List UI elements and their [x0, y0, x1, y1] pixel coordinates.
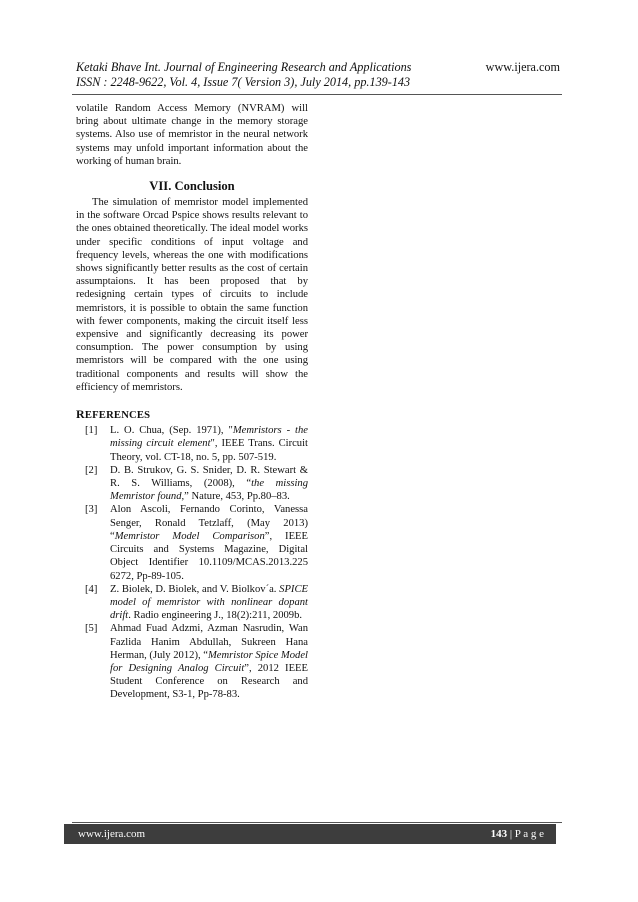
footer-divider — [72, 822, 562, 823]
reference-text: Alon Ascoli, Fernando Corinto, Vanessa Senger, Ronald Tetzlaff, (May 2013) “Memristor Model Comparison”, IEEE Circuits and Systems Magazine, Digital Object Identifier 10.1109/MCAS.2013.225 6272, Pp-89-105. — [110, 504, 308, 582]
reference-text: L. O. Chua, (Sep. 1971), "Memristors - the missing circuit element", IEEE Trans. Circuit Theory, vol. CT-18, no. 5, pp. 507-519. — [110, 425, 308, 463]
reference-number: [5] — [85, 623, 98, 635]
footer-url[interactable]: www.ijera.com — [78, 828, 146, 840]
page-number-value: 143 — [490, 828, 508, 840]
reference-title: the missing Memristor found, — [110, 478, 309, 503]
reference-item — [76, 622, 308, 701]
reference-text: Z. Biolek, D. Biolek, and V. Biolkov´a. SPICE model of memristor with nonlinear dopant drift. Radio engineering J., 18(2):211, 2009b. — [110, 583, 308, 622]
page-number — [491, 824, 544, 844]
reference-number: [3] — [85, 504, 98, 516]
reference-title: Memristor Model Comparison — [114, 530, 265, 542]
references-heading — [76, 408, 308, 422]
journal-title: Ketaki Bhave Int. Journal of Engineering Research and Applications — [76, 60, 412, 74]
reference-text: Ahmad Fuad Adzmi, Azman Nasrudin, Wan Fazlida Hanim Abdullah, Sukreen Hana Herman, (July 2012), “Memristor Spice Model for Designing Analog Circuit”, 2012 IEEE Student Conference on Research and Development, S3-1, Pp-78-83. — [110, 623, 308, 701]
references-heading-initial: R — [76, 407, 85, 422]
reference-number: [2] — [85, 464, 98, 476]
page-header — [76, 60, 560, 90]
issn-line: ISSN : 2248-9622, Vol. 4, Issue 7( Version 3), July 2014, pp.139-143 — [76, 75, 411, 89]
header-divider — [72, 94, 562, 95]
reference-item — [76, 583, 308, 623]
header-url[interactable]: www.ijera.com — [485, 60, 560, 74]
intro-paragraph: volatile Random Access Memory (NVRAM) will bring about ultimate change in the memory storage systems. Also use of memristor in the neural network systems may unfold important information about the working of human brain. — [76, 103, 308, 167]
text-column — [76, 102, 308, 702]
reference-number: [4] — [85, 583, 98, 595]
reference-title: Memristors - the missing circuit element — [110, 425, 308, 450]
reference-text: D. B. Strukov, G. S. Snider, D. R. Stewart & R. S. Williams, (2008), “the missing Memristor found,” Nature, 453, Pp.80–83. — [110, 464, 309, 503]
reference-number: [1] — [85, 425, 98, 437]
page-label: | P a g e — [507, 828, 544, 840]
reference-item — [76, 464, 308, 504]
references-heading-rest: EFERENCES — [84, 410, 151, 422]
page-footer — [64, 824, 556, 844]
conclusion-heading: VII. Conclusion — [149, 179, 235, 194]
reference-title: Memristor Spice Model for Designing Analog Circuit — [110, 649, 308, 674]
conclusion-paragraph: The simulation of memristor model implemented in the software Orcad Pspice shows results relevant to the ones obtained theoretically. The ideal model works under specific conditions of input voltage and frequency levels, whereas the one with modifications shows significantly better results as the cost of certain assumptaions. It has been proposed that by redesigning certain types of circuits to include memristors, it is possible to obtain the same function with fewer components, making the circuit itself less expensive and significantly decreasing its power consumption. The power consumption by using memristors will be compared with the one using traditional components and results will show the efficiency of memristors. — [76, 197, 308, 393]
reference-title: SPICE model of memristor with nonlinear dopant drift — [110, 583, 308, 622]
reference-item — [76, 424, 308, 464]
reference-item — [76, 503, 308, 582]
